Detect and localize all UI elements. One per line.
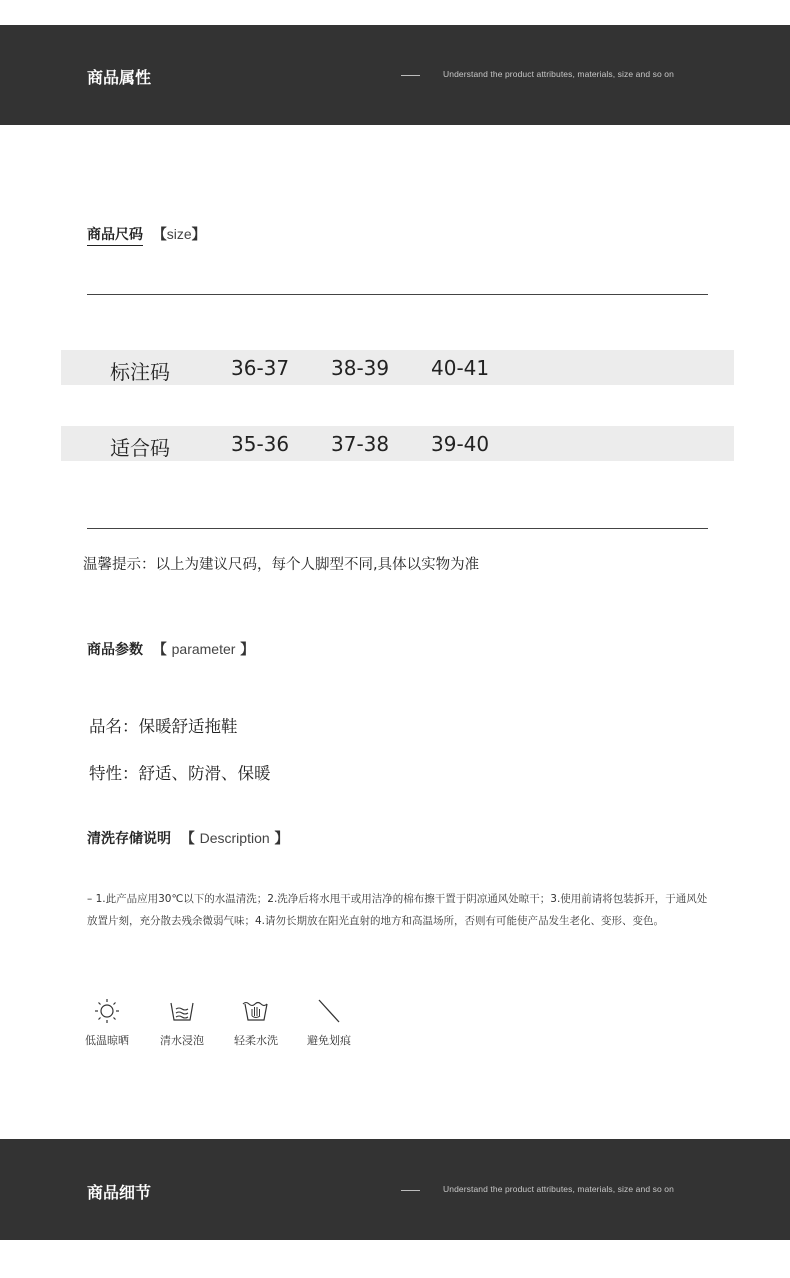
description-heading-cn: 清洗存储说明 bbox=[87, 831, 171, 847]
size-cell: 37-38 bbox=[331, 432, 390, 456]
param-item-feature: 特性：舒适、防滑、保暖 bbox=[89, 764, 271, 783]
size-row-fit bbox=[61, 426, 734, 461]
care-item bbox=[221, 998, 291, 1048]
row-label: 适合码 bbox=[110, 436, 170, 460]
care-item bbox=[72, 998, 142, 1048]
size-row-labeled bbox=[61, 350, 734, 385]
description-text: – 1.此产品应用30℃以下的水温清洗；2.洗净后将水甩干或用洁净的棉布擦干置于阴凉通风处晾干；3.使用前请将包装拆开，于通风处放置片刻，充分散去残余微弱气味；4.请勿长期放在阳光直射的地方和高温场所，否则有可能使产品发生老化、变形、变色。 bbox=[87, 893, 708, 927]
banner-subtitle: Understand the product attributes, materials, size and so on bbox=[443, 69, 674, 79]
bracket-close: 】 bbox=[191, 227, 206, 243]
care-label: 低温晾晒 bbox=[85, 1034, 129, 1047]
care-item bbox=[147, 998, 217, 1048]
bracket-close: 】 bbox=[269, 831, 289, 847]
care-label: 清水浸泡 bbox=[160, 1034, 204, 1047]
banner-dash bbox=[401, 75, 420, 76]
size-cell: 39-40 bbox=[431, 432, 490, 456]
care-item bbox=[294, 998, 364, 1048]
description-heading-en: Description bbox=[199, 830, 270, 846]
parameter-heading bbox=[87, 639, 254, 659]
description-heading bbox=[87, 828, 289, 848]
care-label: 避免划痕 bbox=[307, 1034, 351, 1047]
bottom-banner bbox=[0, 1139, 790, 1240]
size-heading-en: size bbox=[166, 226, 192, 242]
top-banner bbox=[0, 25, 790, 125]
basin-icon bbox=[168, 998, 196, 1024]
size-cell: 36-37 bbox=[231, 356, 290, 380]
care-label: 轻柔水洗 bbox=[234, 1034, 278, 1047]
parameter-heading-en: parameter bbox=[171, 641, 236, 657]
sun-icon bbox=[93, 998, 121, 1024]
param-item-name: 品名：保暖舒适拖鞋 bbox=[89, 717, 238, 736]
banner-subtitle: Understand the product attributes, materials, size and so on bbox=[443, 1184, 674, 1194]
size-heading bbox=[87, 224, 206, 244]
bracket-open: 【 bbox=[147, 227, 167, 243]
hand-wash-icon bbox=[241, 998, 271, 1024]
bracket-open: 【 bbox=[147, 642, 172, 658]
bracket-open: 【 bbox=[175, 831, 200, 847]
size-heading-cn: 商品尺码 bbox=[87, 227, 143, 246]
bracket-close: 】 bbox=[235, 642, 255, 658]
banner-dash bbox=[401, 1190, 420, 1191]
divider-bottom bbox=[87, 528, 708, 529]
banner-title: 商品细节 bbox=[87, 1183, 152, 1202]
divider-top bbox=[87, 294, 708, 295]
parameter-heading-cn: 商品参数 bbox=[87, 642, 143, 658]
banner-title: 商品属性 bbox=[87, 68, 152, 87]
size-cell: 40-41 bbox=[431, 356, 490, 380]
row-label: 标注码 bbox=[110, 360, 170, 384]
size-cell: 35-36 bbox=[231, 432, 290, 456]
no-scratch-icon bbox=[315, 998, 343, 1024]
size-cell: 38-39 bbox=[331, 356, 390, 380]
size-tip: 温馨提示：以上为建议尺码，每个人脚型不同,具体以实物为准 bbox=[83, 557, 480, 573]
